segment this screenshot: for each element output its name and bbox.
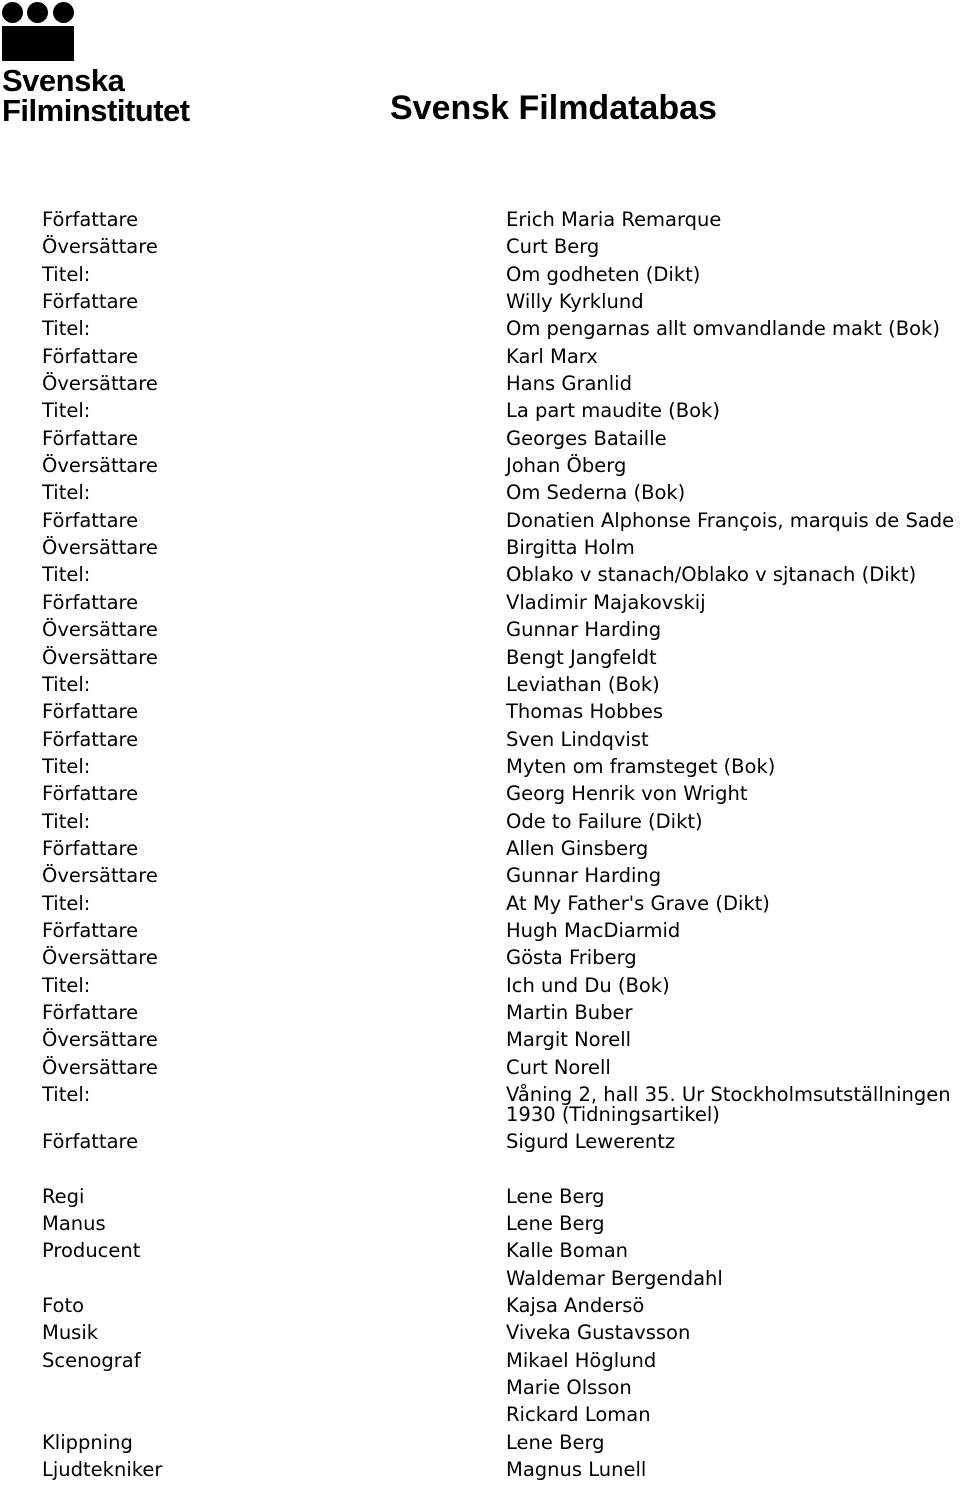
credit-value: Donatien Alphonse François, marquis de Sade [506, 508, 955, 532]
credit-label: Översättare [42, 235, 158, 259]
credit-row [42, 1456, 960, 1483]
credit-value: Lene Berg [506, 1430, 605, 1454]
credit-label: Manus [42, 1212, 106, 1236]
credit-value: Mikael Höglund [506, 1348, 657, 1372]
credit-value: La part maudite (Bok) [506, 399, 720, 423]
credit-label: Författare [42, 508, 139, 532]
credit-row [42, 726, 960, 753]
literary-credits [42, 206, 960, 1155]
credit-value: Kalle Boman [506, 1239, 629, 1263]
credit-value-line: Våning 2, hall 35. Ur Stockholmsutställningen [506, 1083, 951, 1106]
credit-row [42, 972, 960, 999]
credit-label: Författare [42, 208, 139, 231]
credit-value: Rickard Loman [506, 1403, 651, 1427]
credit-label: Översättare [42, 946, 158, 970]
credit-value [506, 1081, 960, 1124]
credit-row [42, 1292, 960, 1319]
credit-row [42, 644, 960, 671]
credit-label: Författare [42, 426, 139, 450]
credit-label: Titel: [42, 672, 91, 696]
credit-value: Lene Berg [506, 1184, 605, 1208]
credit-label: Författare [42, 590, 139, 614]
credit-value: Willy Kyrklund [506, 290, 644, 314]
credit-label: Scenograf [42, 1348, 141, 1372]
credit-row [42, 698, 960, 725]
logo-line-1: Svenska [2, 63, 125, 98]
credit-label: Översättare [42, 454, 158, 478]
credit-label: Författare [42, 290, 139, 314]
credit-label: Titel: [42, 754, 91, 778]
credit-row [42, 1347, 960, 1374]
credit-row [42, 944, 960, 971]
credit-row [42, 534, 960, 561]
credit-row [42, 561, 960, 588]
credit-row [42, 315, 960, 342]
credit-value: Hans Granlid [506, 372, 632, 396]
credit-row [42, 397, 960, 424]
credit-row [42, 1237, 960, 1264]
credit-value: Lene Berg [506, 1212, 605, 1236]
credit-row [42, 780, 960, 807]
credit-value: Curt Norell [506, 1055, 611, 1079]
credit-value: Oblako v stanach/Oblako v sjtanach (Dikt) [506, 563, 917, 587]
credit-label: Författare [42, 700, 139, 724]
credit-row [42, 206, 960, 233]
credit-row [42, 1429, 960, 1456]
credit-value: Ich und Du (Bok) [506, 973, 670, 997]
credit-row [42, 589, 960, 616]
credit-row [42, 1128, 960, 1155]
credit-value: Birgitta Holm [506, 536, 635, 560]
page-title: Svensk Filmdatabas [390, 89, 717, 127]
credit-label: Översättare [42, 1028, 158, 1052]
credit-label: Författare [42, 836, 139, 860]
credit-row [42, 261, 960, 288]
credit-value: Karl Marx [506, 344, 598, 368]
credit-label: Titel: [42, 973, 91, 997]
credit-row [42, 890, 960, 917]
credit-value: Curt Berg [506, 235, 600, 259]
credit-value: Erich Maria Remarque [506, 208, 722, 231]
credit-label: Författare [42, 344, 139, 368]
credit-label: Titel: [42, 262, 91, 286]
credit-label: Översättare [42, 864, 158, 888]
credits-list [42, 206, 960, 1483]
credit-value: Myten om framsteget (Bok) [506, 754, 776, 778]
credit-value: At My Father's Grave (Dikt) [506, 891, 770, 915]
credit-label: Översättare [42, 1055, 158, 1079]
credit-value: Om pengarnas allt omvandlande makt (Bok) [506, 317, 940, 341]
credit-value: Allen Ginsberg [506, 836, 649, 860]
credit-value: Georg Henrik von Wright [506, 782, 748, 806]
credit-value: Bengt Jangfeldt [506, 645, 657, 669]
credit-value: Magnus Lunell [506, 1458, 647, 1482]
credit-label: Översättare [42, 618, 158, 642]
logo-dot [2, 2, 23, 23]
credit-value-line: 1930 (Tidningsartikel) [506, 1102, 720, 1126]
credit-value: Martin Buber [506, 1000, 633, 1024]
credit-value: Om Sederna (Bok) [506, 481, 686, 505]
credit-label: Producent [42, 1239, 141, 1263]
credit-label: Titel: [42, 809, 91, 833]
credit-row [42, 507, 960, 534]
credit-value: Hugh MacDiarmid [506, 918, 681, 942]
credit-value: Gösta Friberg [506, 946, 637, 970]
credit-row [42, 835, 960, 862]
credit-row [42, 452, 960, 479]
credit-value: Kajsa Andersö [506, 1294, 645, 1318]
logo-dot [27, 2, 48, 23]
credit-label: Författare [42, 918, 139, 942]
credit-value: Margit Norell [506, 1028, 632, 1052]
logo-line-2: Filminstitutet [2, 93, 190, 128]
credit-label: Översättare [42, 536, 158, 560]
credit-row [42, 479, 960, 506]
crew-credits [42, 1183, 960, 1484]
credit-label: Ljudtekniker [42, 1458, 163, 1482]
credit-label: Författare [42, 727, 139, 751]
credit-row [42, 233, 960, 260]
credit-value: Gunnar Harding [506, 618, 662, 642]
credit-row [42, 999, 960, 1026]
credit-row [42, 1265, 960, 1292]
credit-row [42, 671, 960, 698]
credit-label: Titel: [42, 317, 91, 341]
credit-label: Foto [42, 1294, 85, 1318]
credit-row [42, 862, 960, 889]
credit-row [42, 1026, 960, 1053]
credit-row [42, 753, 960, 780]
credit-row [42, 1183, 960, 1210]
credit-label: Titel: [42, 399, 91, 423]
credit-row [42, 288, 960, 315]
credit-row [42, 1081, 960, 1128]
credit-row [42, 917, 960, 944]
credit-row [42, 1210, 960, 1237]
credit-label: Översättare [42, 372, 158, 396]
credit-label: Författare [42, 1130, 139, 1153]
credit-label: Titel: [42, 481, 91, 505]
credit-value: Leviathan (Bok) [506, 672, 660, 696]
logo-dot [53, 2, 74, 23]
credit-value: Vladimir Majakovskij [506, 590, 706, 614]
section-spacer [42, 1155, 960, 1182]
credit-value: Marie Olsson [506, 1376, 632, 1400]
credit-label: Översättare [42, 645, 158, 669]
credit-label: Regi [42, 1184, 85, 1208]
credit-value: Waldemar Bergendahl [506, 1266, 723, 1290]
credit-row [42, 425, 960, 452]
credit-row [42, 1054, 960, 1081]
credit-value: Om godheten (Dikt) [506, 262, 701, 286]
credit-value: Thomas Hobbes [506, 700, 664, 724]
credit-label: Musik [42, 1321, 99, 1345]
credit-value: Ode to Failure (Dikt) [506, 809, 703, 833]
credit-value: Sigurd Lewerentz [506, 1130, 676, 1153]
credit-row [42, 808, 960, 835]
credit-value: Viveka Gustavsson [506, 1321, 691, 1345]
credit-label: Titel: [42, 891, 91, 915]
credit-value: Johan Öberg [506, 454, 627, 478]
credit-label: Titel: [42, 1083, 91, 1106]
credit-value: Gunnar Harding [506, 864, 662, 888]
credit-row [42, 616, 960, 643]
credit-row [42, 1401, 960, 1428]
credit-label: Klippning [42, 1430, 133, 1454]
credit-row [42, 343, 960, 370]
credit-label: Författare [42, 1000, 139, 1024]
credit-value: Georges Bataille [506, 426, 667, 450]
credit-row [42, 1319, 960, 1346]
credit-label: Titel: [42, 563, 91, 587]
credit-value: Sven Lindqvist [506, 727, 649, 751]
credit-label: Författare [42, 782, 139, 806]
credit-row [42, 1374, 960, 1401]
logo-block [2, 26, 74, 61]
credit-row [42, 370, 960, 397]
svenska-filminstitutet-logo [2, 2, 202, 128]
